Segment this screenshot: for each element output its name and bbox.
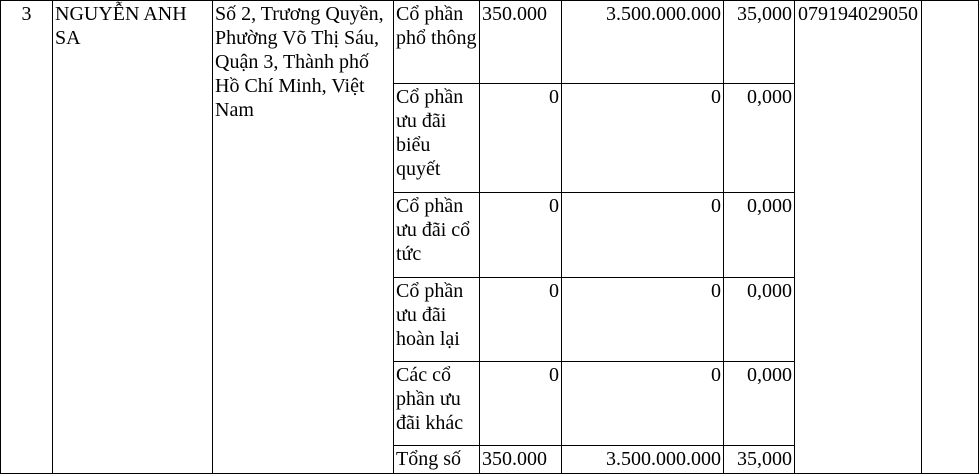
share-value-cell: 0 <box>562 84 724 193</box>
share-quantity-cell: 0 <box>480 84 562 193</box>
share-quantity-cell: 0 <box>480 278 562 362</box>
note-cell <box>922 1 979 474</box>
share-value-cell: 0 <box>562 193 724 278</box>
stt-cell: 3 <box>1 1 53 474</box>
address-cell: Số 2, Trương Quyền, Phường Võ Thị Sáu, Quận 3, Thành phố Hồ Chí Minh, Việt Nam <box>213 1 394 474</box>
share-ratio-cell: 0,000 <box>724 193 795 278</box>
share-type-cell: Cổ phần ưu đãi hoàn lại <box>394 278 480 362</box>
share-quantity-cell: 350.000 <box>480 1 562 84</box>
share-type-cell: Cổ phần phổ thông <box>394 1 480 84</box>
table-row <box>1 1 979 84</box>
shareholder-name-cell: NGUYỄN ANH SA <box>53 1 213 474</box>
share-value-cell: 3.500.000.000 <box>562 1 724 84</box>
id-number-cell: 079194029050 <box>795 1 922 474</box>
share-value-cell: 3.500.000.000 <box>562 446 724 474</box>
share-ratio-cell: 35,000 <box>724 1 795 84</box>
share-ratio-cell: 0,000 <box>724 278 795 362</box>
share-quantity-cell: 350.000 <box>480 446 562 474</box>
share-ratio-cell: 0,000 <box>724 362 795 446</box>
share-type-cell: Cổ phần ưu đãi cổ tức <box>394 193 480 278</box>
share-type-cell: Tổng số <box>394 446 480 474</box>
share-value-cell: 0 <box>562 362 724 446</box>
share-ratio-cell: 0,000 <box>724 84 795 193</box>
share-quantity-cell: 0 <box>480 362 562 446</box>
share-type-cell: Cổ phần ưu đãi biểu quyết <box>394 84 480 193</box>
share-type-cell: Các cổ phần ưu đãi khác <box>394 362 480 446</box>
share-ratio-cell: 35,000 <box>724 446 795 474</box>
share-value-cell: 0 <box>562 278 724 362</box>
share-quantity-cell: 0 <box>480 193 562 278</box>
